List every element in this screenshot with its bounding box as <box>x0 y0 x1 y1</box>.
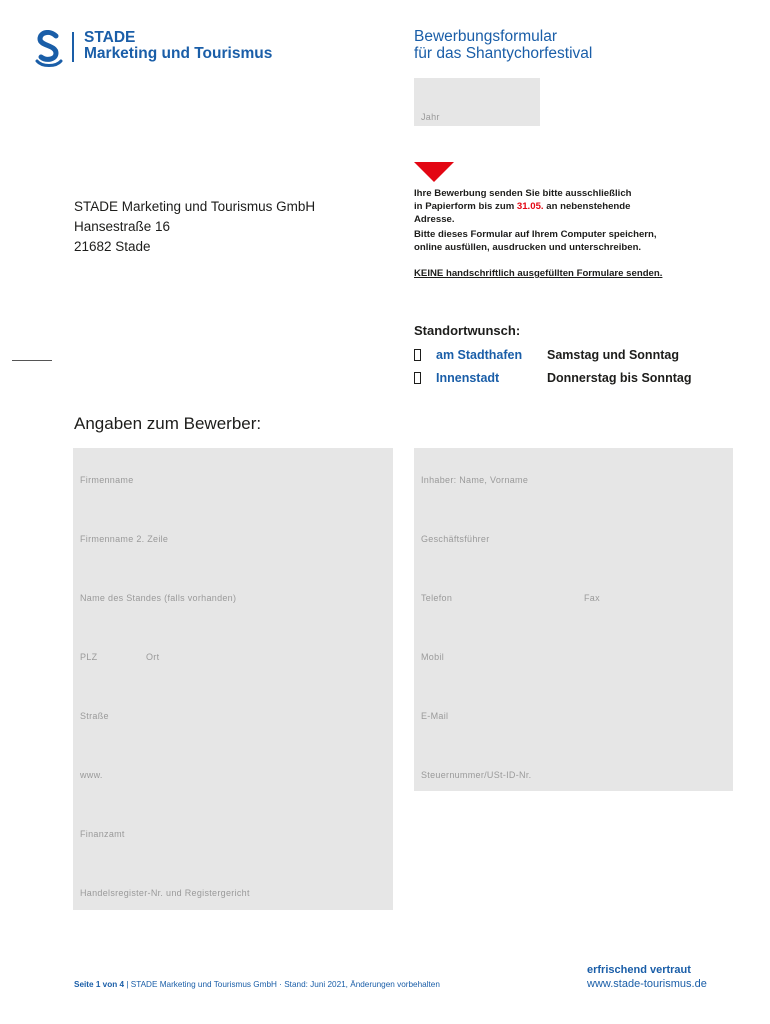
firmenname-field[interactable] <box>73 448 393 494</box>
email-field[interactable] <box>414 684 733 730</box>
address-line-1: STADE Marketing und Tourismus GmbH <box>74 199 316 214</box>
steuernummer-field[interactable] <box>414 743 733 789</box>
inhaber-label: Inhaber: Name, Vorname <box>421 475 529 485</box>
logo-divider <box>72 32 74 62</box>
steuernummer-label: Steuernummer/USt-ID-Nr. <box>421 770 532 780</box>
notice-line-2-pre: in Papierform bis zum <box>414 201 517 212</box>
deadline-date: 31.05. <box>516 201 544 212</box>
handelsregister-field[interactable] <box>73 861 393 907</box>
firmenname2-label: Firmenname 2. Zeile <box>80 534 169 544</box>
page-number: Seite 1 von 4 <box>74 980 125 989</box>
mobil-label: Mobil <box>421 652 445 662</box>
finanzamt-field[interactable] <box>73 802 393 848</box>
form-title <box>414 28 592 62</box>
plz-label: PLZ <box>80 652 98 662</box>
www-field[interactable] <box>73 743 393 789</box>
title-line-1: Bewerbungsformular <box>414 28 558 45</box>
applicant-fields-left <box>73 448 393 910</box>
geschaeftsfuehrer-field[interactable] <box>414 507 733 553</box>
standort-location: am Stadthafen <box>436 348 523 362</box>
email-label: E-Mail <box>421 711 449 721</box>
telefon-field[interactable] <box>414 566 577 612</box>
logo-text <box>84 30 272 62</box>
footer-slogan <box>587 963 707 991</box>
year-field[interactable] <box>414 78 540 126</box>
title-line-2: für das Shantychorfestival <box>414 45 593 62</box>
firmenname-label: Firmenname <box>80 475 134 485</box>
section-title: Angaben zum Bewerber: <box>74 414 262 433</box>
year-label: Jahr <box>421 112 440 122</box>
ort-label: Ort <box>146 652 160 662</box>
standort-title: Standortwunsch: <box>414 323 521 338</box>
strasse-label: Straße <box>80 711 109 721</box>
handelsregister-label: Handelsregister-Nr. und Registergericht <box>80 888 250 898</box>
stadthafen-checkbox[interactable] <box>414 349 421 361</box>
fax-field[interactable] <box>577 566 733 612</box>
finanzamt-label: Finanzamt <box>80 829 125 839</box>
submission-notice <box>414 187 744 280</box>
standort-option-stadthafen <box>414 346 679 364</box>
plz-field[interactable] <box>73 625 139 671</box>
slogan-text: erfrischend vertraut <box>587 964 691 976</box>
standort-location: Innenstadt <box>436 371 500 385</box>
fold-mark <box>12 360 52 361</box>
stade-logo-icon <box>34 30 64 68</box>
firmenname2-field[interactable] <box>73 507 393 553</box>
telefon-label: Telefon <box>421 593 453 603</box>
standort-days: Donnerstag bis Sonntag <box>547 371 692 385</box>
strasse-field[interactable] <box>73 684 393 730</box>
applicant-fields-right <box>414 448 733 791</box>
standort-option-innenstadt <box>414 369 691 387</box>
geschaeftsfuehrer-label: Geschäftsführer <box>421 534 490 544</box>
recipient-address <box>74 197 315 257</box>
ort-field[interactable] <box>139 625 393 671</box>
standort-days: Samstag und Sonntag <box>547 348 679 362</box>
red-triangle-icon <box>414 162 454 182</box>
innenstadt-checkbox[interactable] <box>414 372 421 384</box>
logo-line-1: STADE <box>84 29 136 46</box>
notice-line-4: Bitte dieses Formular auf Ihrem Computer speichern, <box>414 229 657 240</box>
footer-info <box>74 980 440 989</box>
address-line-3: 21682 Stade <box>74 239 151 254</box>
address-line-2: Hansestraße 16 <box>74 219 171 234</box>
mobil-field[interactable] <box>414 625 733 671</box>
stand-field[interactable] <box>73 566 393 612</box>
notice-line-1: Ihre Bewerbung senden Sie bitte ausschließlich <box>414 188 632 199</box>
notice-line-2 <box>414 200 744 213</box>
inhaber-field[interactable] <box>414 448 733 494</box>
logo-line-2: Marketing und Tourismus <box>84 45 273 62</box>
notice-line-3: Adresse. <box>414 214 455 225</box>
stand-label: Name des Standes (falls vorhanden) <box>80 593 237 603</box>
footer-company-info: | STADE Marketing und Tourismus GmbH · Stand: Juni 2021, Änderungen vorbehalten <box>124 980 440 989</box>
www-label: www. <box>80 770 103 780</box>
fax-label: Fax <box>584 593 600 603</box>
handwriting-warning: KEINE handschriftlich ausgefüllten Formulare senden. <box>414 268 663 279</box>
notice-line-2-post: an nebenstehende <box>543 201 631 212</box>
website-link[interactable]: www.stade-tourismus.de <box>587 978 707 990</box>
notice-line-5: online ausfüllen, ausdrucken und unterschreiben. <box>414 242 642 253</box>
